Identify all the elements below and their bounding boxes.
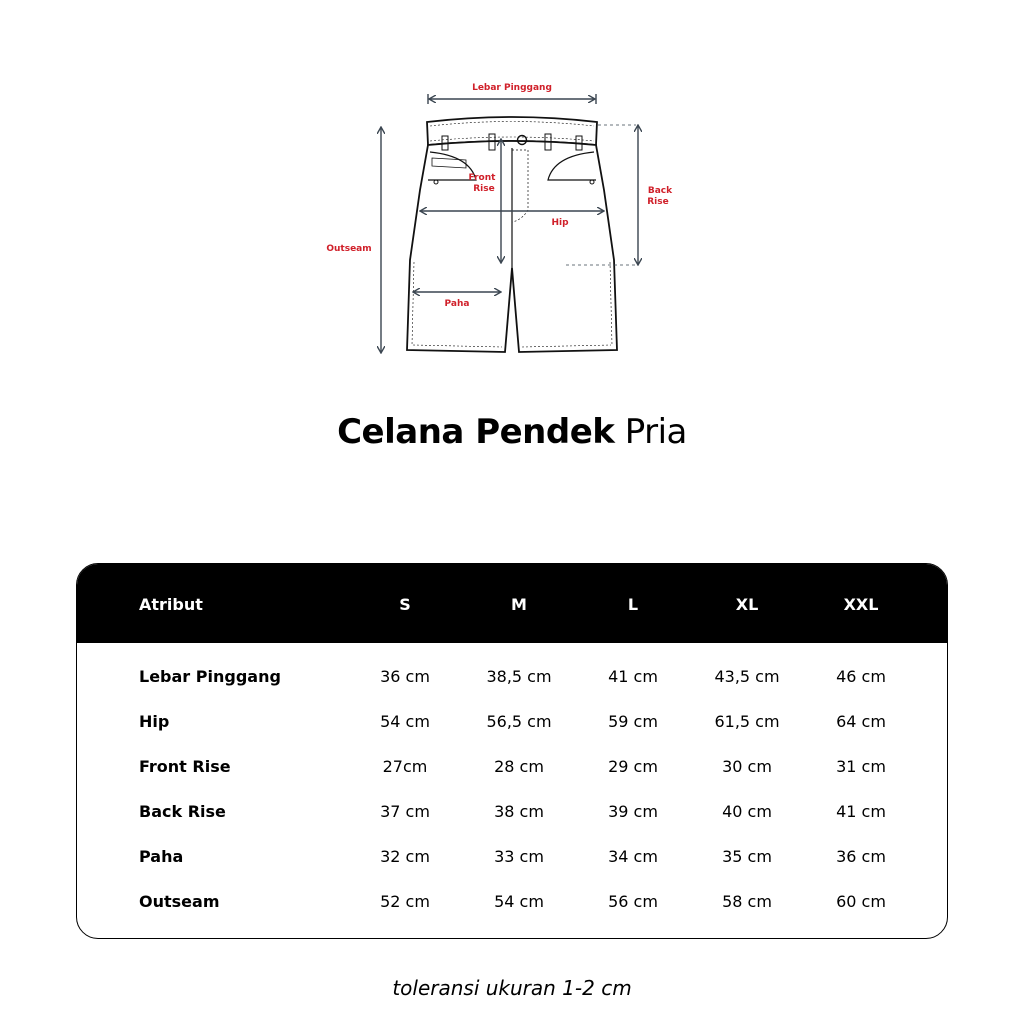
table-row	[77, 892, 947, 912]
header-size-m: M	[511, 595, 527, 614]
table-row	[77, 802, 947, 822]
label-lebar-pinggang: Lebar Pinggang	[472, 83, 552, 93]
table-header	[77, 564, 947, 643]
row-value: 34 cm	[608, 847, 658, 866]
row-value: 56,5 cm	[486, 712, 552, 731]
row-value: 46 cm	[836, 667, 886, 686]
row-label: Outseam	[139, 892, 220, 911]
row-label: Paha	[139, 847, 184, 866]
table-row	[77, 712, 947, 732]
label-back-rise-line1: Back	[647, 186, 673, 196]
row-value: 59 cm	[608, 712, 658, 731]
row-value: 31 cm	[836, 757, 886, 776]
row-value: 28 cm	[494, 757, 544, 776]
header-size-xl: XL	[735, 595, 759, 614]
header-attribute: Atribut	[139, 595, 203, 614]
row-value: 36 cm	[836, 847, 886, 866]
row-value: 33 cm	[494, 847, 544, 866]
table-row	[77, 757, 947, 777]
page-title	[0, 410, 1024, 454]
label-front-rise-line1: Front	[468, 173, 496, 183]
row-value: 60 cm	[836, 892, 886, 911]
row-value: 54 cm	[380, 712, 430, 731]
row-value: 39 cm	[608, 802, 658, 821]
row-value: 38 cm	[494, 802, 544, 821]
row-value: 29 cm	[608, 757, 658, 776]
row-value: 36 cm	[380, 667, 430, 686]
title-bold: Celana Pendek	[337, 412, 615, 452]
table-row	[77, 847, 947, 867]
shorts-illustration	[0, 0, 1024, 380]
row-value: 54 cm	[494, 892, 544, 911]
label-outseam: Outseam	[326, 244, 372, 254]
label-paha: Paha	[444, 299, 470, 309]
label-back-rise-line2: Rise	[647, 197, 669, 207]
header-size-s: S	[399, 595, 411, 614]
row-value: 56 cm	[608, 892, 658, 911]
row-value: 61,5 cm	[714, 712, 780, 731]
title-light: Pria	[624, 412, 687, 452]
row-value: 41 cm	[608, 667, 658, 686]
table-row	[77, 667, 947, 687]
tolerance-note: toleransi ukuran 1-2 cm	[392, 976, 632, 1000]
row-value: 64 cm	[836, 712, 886, 731]
row-value: 27cm	[382, 757, 428, 776]
row-label: Back Rise	[139, 802, 226, 821]
row-value: 40 cm	[722, 802, 772, 821]
shorts-measurement-diagram	[0, 0, 1024, 380]
row-value: 35 cm	[722, 847, 772, 866]
row-label: Front Rise	[139, 757, 231, 776]
row-label: Hip	[139, 712, 170, 731]
row-value: 32 cm	[380, 847, 430, 866]
header-size-l: L	[627, 595, 639, 614]
label-hip: Hip	[551, 218, 569, 228]
row-value: 41 cm	[836, 802, 886, 821]
row-value: 43,5 cm	[714, 667, 780, 686]
row-label: Lebar Pinggang	[139, 667, 281, 686]
header-size-xxl: XXL	[843, 595, 879, 614]
label-front-rise-line2: Rise	[473, 184, 495, 194]
row-value: 58 cm	[722, 892, 772, 911]
row-value: 30 cm	[722, 757, 772, 776]
row-value: 52 cm	[380, 892, 430, 911]
row-value: 37 cm	[380, 802, 430, 821]
shorts-outline	[407, 117, 617, 352]
size-table	[76, 563, 948, 939]
row-value: 38,5 cm	[486, 667, 552, 686]
